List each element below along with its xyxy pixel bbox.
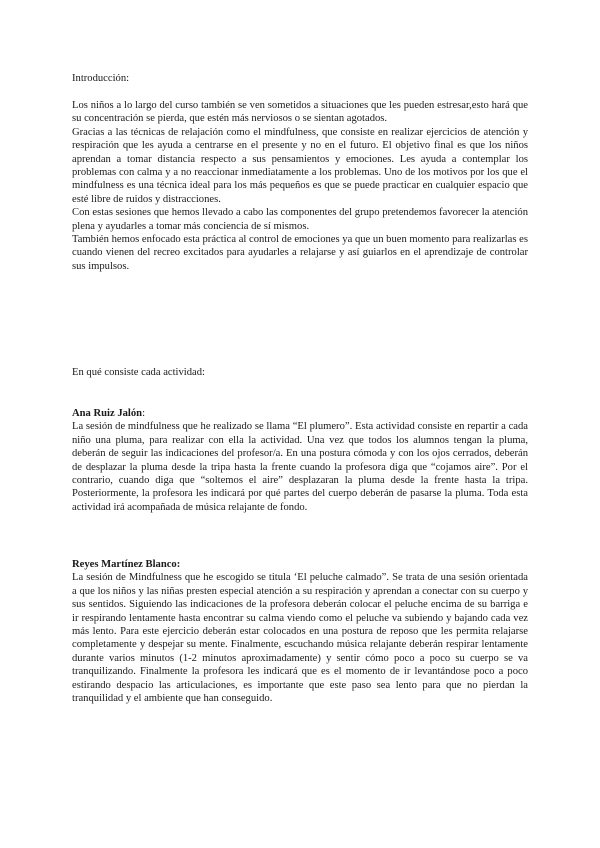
section-ana-title bbox=[72, 407, 528, 420]
section-reyes-text: La sesión de Mindfulness que he escogido se titula ‘El peluche calmado”. Se trata de una sesión orientada a que los niños y las niñas presten especial atención a su respiración y aprendan a conectar con su cuerpo y sus sentidos. Siguiendo las indicaciones de la profesora deberán colocar el peluche encima de su barriga e ir respirando lentamente hasta encontrar su calma viendo como el peluche va subiendo y bajando cada vez más lento. Para este ejercicio deberán estar colocados en una postura de reposo que les permita relajarse completamente y despejar su mente. Finalmente, escuchando música relajante deberán respirar lentamente durante varios minutos (1-2 minutos aproximadamente) y sentir cómo poco a poco su cuerpo se va tranquilizando. Finalmente la profesora les indicará que es el momento de ir levantándose poco a poco estirando despacio las articulaciones, es importante que este paso sea lento para que no pierdan la tranquilidad y el ambiente que han conseguido. bbox=[72, 572, 528, 705]
intro-paragraph: Gracias a las técnicas de relajación como el mindfulness, que consiste en realizar ejercicios de atención y respiración que les ayuda a centrarse en el presente y no en el futuro. El objetivo final es que los niños aprendan a tomar distancia respecto a sus pensamientos y emociones. Les ayuda a contemplar los problemas con calma y a no reaccionar inmediatamente a los problemas. Uno de los motivos por los que el mindfulness es una técnica ideal para los más pequeños es que se puede practicar en cualquier espacio que esté libre de ruidos y distracciones. bbox=[72, 126, 528, 205]
intro-paragraph: También hemos enfocado esta práctica al control de emociones ya que un buen momento para realizarlas es cuando vienen del recreo excitados para ayudarles a relajarse y así guiarlos en el aprendizaje de controlar sus impulsos. bbox=[72, 234, 528, 272]
section-ana-text: La sesión de mindfulness que he realizado se llama “El plumero”. Esta actividad consiste en repartir a cada niño una pluma, para realizar con ella la actividad. Una vez que todos los alumnos tengan la pluma, deberán de seguir las indicaciones del profesor/a. En una postura cómoda y con los ojos cerrados, deberán de desplazar la pluma desde la tripa hasta la frente cuando la profesora diga que “cojamos aire”. Por el contrario, cuando diga que “soltemos el aire” desplazaran la pluma desde la frente hasta la tripa. Posteriormente, la profesora les indicará por qué partes del cuerpo deberán de pasarse la pluma. Toda esta actividad irá acompañada de música relajante de fondo. bbox=[72, 421, 528, 513]
author-name-colon: : bbox=[142, 408, 146, 419]
intro-body bbox=[72, 99, 528, 273]
section-ana bbox=[72, 407, 528, 514]
activities-heading: En qué consiste cada actividad: bbox=[72, 367, 205, 378]
intro-paragraph: Los niños a lo largo del curso también se ven sometidos a situaciones que les pueden estresar,esto hará que su concentración se pierda, que estén más nerviosos o se sientan agotados. bbox=[72, 100, 528, 125]
author-name: Ana Ruiz Jalón bbox=[72, 408, 143, 419]
intro-heading: Introducción: bbox=[72, 73, 130, 84]
author-name: Reyes Martínez Blanco: bbox=[72, 559, 181, 570]
intro-paragraph: Con estas sesiones que hemos llevado a cabo las componentes del grupo pretendemos favorecer la atención plena y ayudarles a tomar más conciencia de sí mismos. bbox=[72, 207, 528, 232]
section-reyes bbox=[72, 558, 528, 705]
